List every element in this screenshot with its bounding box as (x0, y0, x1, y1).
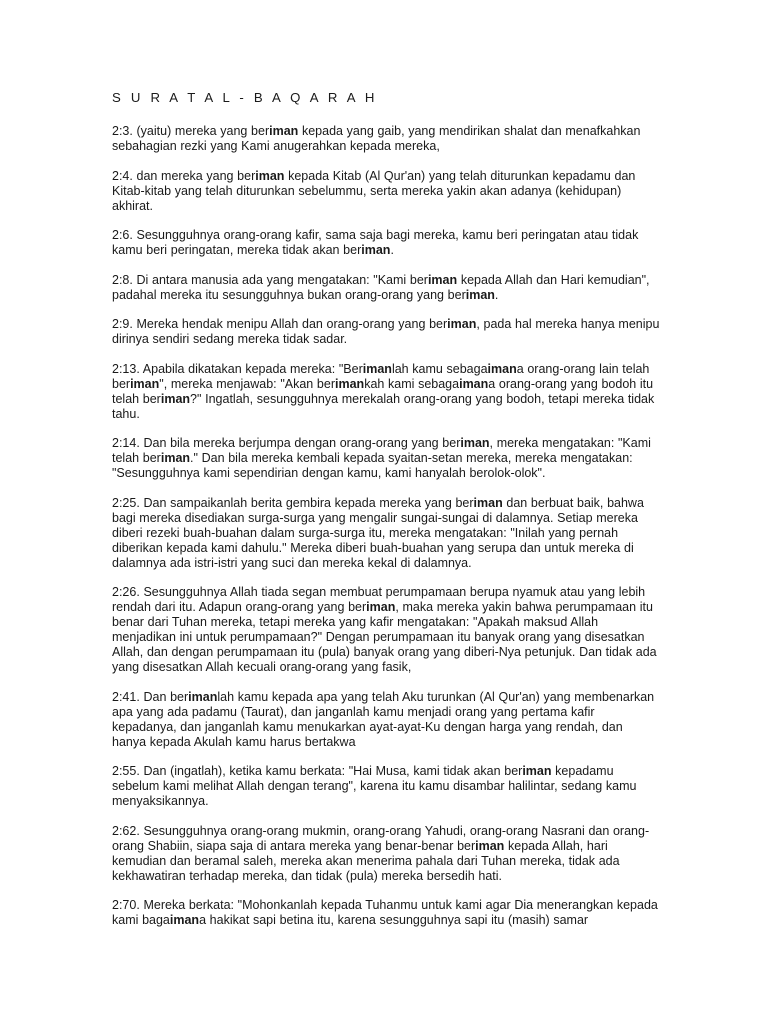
bold-keyword: iman (269, 124, 299, 138)
bold-keyword: iman (473, 495, 503, 510)
bold-keyword: iman (255, 168, 285, 183)
bold-keyword: iman (427, 272, 458, 287)
verse-paragraph (112, 362, 660, 422)
verse-text: . (494, 287, 499, 302)
bold-keyword: iman (362, 361, 392, 376)
verse-text: a orang-orang yang bodoh itu telah ber (112, 376, 654, 406)
verse-text: a orang-orang lain telah ber (112, 361, 650, 391)
verse-paragraph (112, 824, 660, 884)
verse-text: 2:25. Dan sampaikanlah berita gembira kepada mereka yang ber (112, 495, 474, 510)
verse-text: ?" Ingatlah, sesungguhnya merekalah orang-orang yang bodoh, tetapi mereka tidak tahu. (112, 391, 655, 421)
verse-paragraph (112, 496, 660, 571)
verse-paragraph (112, 273, 660, 303)
bold-keyword: iman (460, 436, 490, 450)
verse-text: 2:8. Di antara manusia ada yang mengatakan: "Kami ber (112, 272, 428, 287)
bold-keyword: iman (366, 600, 396, 614)
bold-keyword: iman (361, 243, 391, 257)
verse-text: 2:9. Mereka hendak menipu Allah dan orang-orang yang ber (112, 317, 448, 331)
bold-keyword: iman (465, 287, 495, 302)
verse-text: kepadamu sebelum kami melihat Allah dengan terang", karena itu kamu disambar halilintar, sedang kamu menyaksikannya. (112, 764, 637, 808)
verse-text: 2:70. Mereka berkata: "Mohonkanlah kepada Tuhanmu untuk kami agar Dia menerangkan kepada kami baga (112, 898, 658, 927)
verse-text: ", mereka menjawab: "Akan ber (159, 376, 335, 391)
verse-paragraph (112, 317, 660, 347)
bold-keyword: iman (160, 391, 191, 406)
verse-text: kepada Kitab (Al Qur'an) yang telah diturunkan kepadamu dan Kitab-kitab yang telah diturunkan sebelummu, serta mereka yakin akan adanya (kehidupan) akhirat. (112, 168, 636, 213)
verse-paragraph (112, 690, 660, 750)
verse-text: 2:55. Dan (ingatlah), ketika kamu berkata: "Hai Musa, kami tidak akan ber (112, 764, 523, 778)
document-title: S U R A T A L - B A Q A R A H (112, 90, 378, 105)
verse-text: 2:62. Sesungguhnya orang-orang mukmin, orang-orang Yahudi, orang-orang Nasrani dan orang-orang Shabiin, siapa saja di antara mereka yang benar-benar ber (112, 823, 650, 853)
verse-text: lah kamu sebaga (391, 361, 488, 376)
verse-text: 2:6. Sesungguhnya orang-orang kafir, sama saja bagi mereka, kamu beri peringatan atau tidak kamu beri peringatan, mereka tidak akan ber (112, 228, 639, 257)
verse-text: kepada Allah dan Hari kemudian", padahal mereka itu sesungguhnya bukan orang-orang yang ber (112, 272, 650, 302)
verse-text: a hakikat sapi betina itu, karena sesungguhnya sapi itu (masih) samar (199, 913, 589, 927)
bold-keyword: iman (160, 451, 191, 465)
verse-text: , mereka mengatakan: "Kami telah ber (112, 436, 651, 465)
verse-text: kepada Allah, hari kemudian dan beramal saleh, mereka akan menerima pahala dari Tuhan mereka, tidak ada kekhawatiran terhadap mereka, dan tidak (pula) mereka bersedih hati. (112, 838, 620, 883)
verse-text: kah kami sebaga (364, 376, 460, 391)
verse-text: , pada hal mereka hanya menipu dirinya sendiri sedang mereka tidak sadar. (112, 317, 660, 346)
verse-paragraph (112, 585, 660, 675)
verse-text: lah kamu kepada apa yang telah Aku turunkan (Al Qur'an) yang membenarkan apa yang ada padamu (Taurat), dan janganlah kamu menjadi orang yang pertama kafir kepadanya, dan janganlah kamu menukarkan ayat-ayat-Ku dengan harga yang rendah, dan hanya kepada Akulah kamu harus bertakwa (112, 689, 655, 749)
bold-keyword: iman (130, 376, 160, 391)
verse-text: kepada yang gaib, yang mendirikan shalat dan menafkahkan sebahagian rezki yang Kami anugerahkan kepada mereka, (112, 124, 641, 153)
bold-keyword: iman (459, 376, 489, 391)
verse-paragraph (112, 124, 660, 154)
verse-text: , maka mereka yakin bahwa perumpamaan itu benar dari Tuhan mereka, tetapi mereka yang kafir mengatakan: "Apakah maksud Allah menjadikan ini untuk perumpamaan?" Dengan perumpamaan itu banyak orang yang disesatkan Allah, dan dengan perumpamaan itu (pula) banyak orang yang diberi-Nya petunjuk. Dan tidak ada yang disesatkan Allah kecuali orang-orang yang fasik, (112, 600, 657, 674)
verse-paragraph (112, 436, 660, 481)
bold-keyword: iman (487, 361, 517, 376)
verse-text: . (390, 243, 394, 257)
document-body (112, 90, 660, 943)
verse-text: 2:13. Apabila dikatakan kepada mereka: "Ber (112, 361, 363, 376)
verse-paragraph (112, 169, 660, 214)
bold-keyword: iman (188, 689, 218, 704)
verse-paragraph (112, 228, 660, 258)
bold-keyword: iman (169, 913, 200, 927)
verse-text: 2:41. Dan ber (112, 689, 189, 704)
verse-text: ." Dan bila mereka kembali kepada syaitan-setan mereka, mereka mengatakan: "Sesungguhnya kami sependirian dengan kamu, kami hanyalah berolok-olok". (112, 451, 633, 480)
bold-keyword: iman (335, 376, 365, 391)
verse-list (112, 124, 660, 928)
verse-text: 2:4. dan mereka yang ber (112, 168, 256, 183)
bold-keyword: iman (522, 764, 552, 778)
verse-text: 2:26. Sesungguhnya Allah tiada segan membuat perumpamaan berupa nyamuk atau yang lebih rendah dari itu. Adapun orang-orang yang ber (112, 585, 646, 614)
bold-keyword: iman (475, 838, 505, 853)
bold-keyword: iman (447, 317, 477, 331)
verse-paragraph (112, 898, 660, 928)
verse-text: 2:14. Dan bila mereka berjumpa dengan orang-orang yang ber (112, 436, 461, 450)
verse-paragraph (112, 764, 660, 809)
verse-text: 2:3. (yaitu) mereka yang ber (112, 124, 270, 138)
verse-text: dan berbuat baik, bahwa bagi mereka disediakan surga-surga yang mengalir sungai-sungai di dalamnya. Setiap mereka diberi rezeki buah-buahan dalam surga-surga itu, mereka mengatakan: "Inilah yang pernah diberikan kepada kami dahulu." Mereka diberi buah-buahan yang serupa dan untuk mereka di dalamnya ada istri-istri yang suci dan mereka kekal di dalamnya. (112, 495, 644, 570)
